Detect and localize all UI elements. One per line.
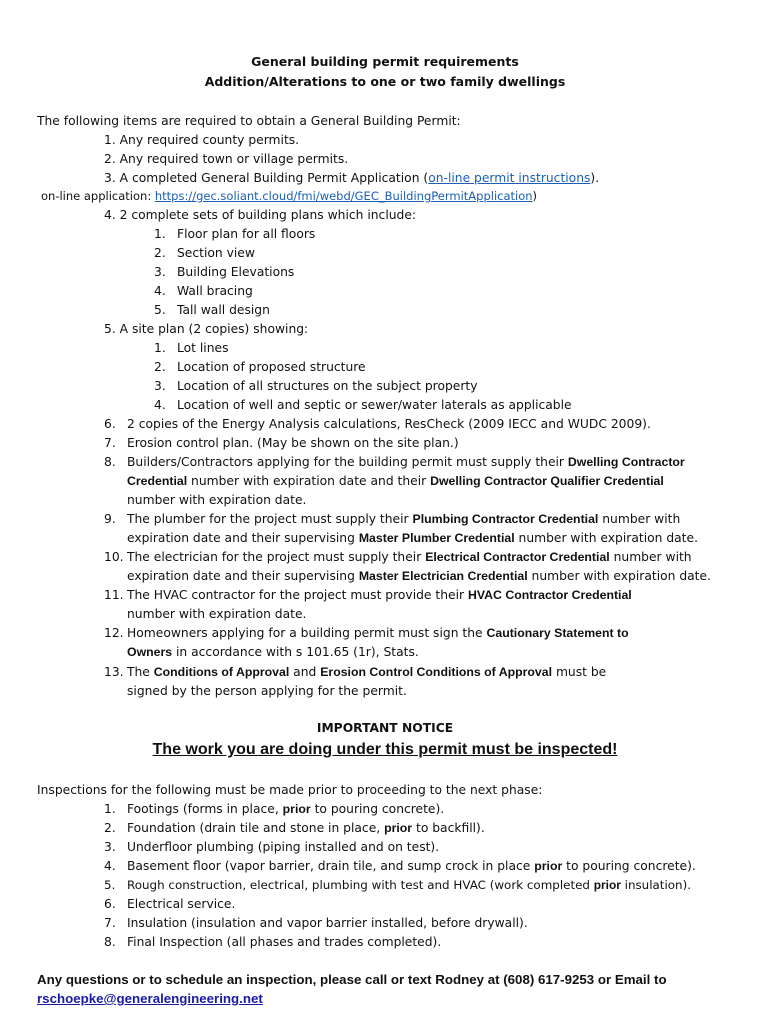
list-item: 7. Erosion control plan. (May be shown on the site plan.) [104, 436, 459, 450]
sub-list-item: 4. Wall bracing [154, 284, 253, 298]
sub-list-item: 4. Location of well and septic or sewer/water laterals as applicable [154, 398, 572, 412]
inspection-item: 3. Underfloor plumbing (piping installed and on test). [104, 840, 440, 854]
list-item: 3. A completed General Building Permit Application (on-line permit instructions). [104, 171, 600, 185]
inspection-item: 2. Foundation (drain tile and stone in place, prior to backfill). [104, 821, 485, 835]
sub-list-item: 3. Location of all structures on the subject property [154, 379, 478, 393]
list-item: 8. Builders/Contractors applying for the building permit must supply their Dwelling Contractor [104, 455, 685, 469]
list-item: 1. Any required county permits. [104, 133, 300, 147]
document-title: General building permit requirements [251, 54, 519, 69]
online-application-line: on-line application: https://gec.soliant.cloud/fmi/webd/GEC_BuildingPermitApplication) [41, 189, 538, 203]
important-notice-label: IMPORTANT NOTICE [316, 721, 454, 735]
list-item: 5. A site plan (2 copies) showing: [104, 322, 309, 336]
list-item: 12. Homeowners applying for a building permit must sign the Cautionary Statement to [104, 626, 629, 640]
contact-email-line [37, 991, 263, 1007]
sub-list-item: 3. Building Elevations [154, 265, 295, 279]
list-item-continued: number with expiration date. [127, 607, 307, 621]
list-item: 6. 2 copies of the Energy Analysis calculations, ResCheck (2009 IECC and WUDC 2009). [104, 417, 651, 431]
list-item: 9. The plumber for the project must supply their Plumbing Contractor Credential number with [104, 512, 681, 526]
list-item-continued: Credential number with expiration date and their Dwelling Contractor Qualifier Credential [127, 474, 664, 488]
list-item-continued: expiration date and their supervising Master Plumber Credential number with expiration date. [127, 531, 698, 545]
list-item-continued: expiration date and their supervising Master Electrician Credential number with expiration date. [127, 569, 711, 583]
online-permit-instructions-link[interactable]: on-line permit instructions [428, 171, 591, 185]
inspection-item: 5. Rough construction, electrical, plumbing with test and HVAC (work completed prior insulation). [104, 878, 691, 892]
intro-text: The following items are required to obtain a General Building Permit: [37, 114, 461, 128]
inspection-item: 1. Footings (forms in place, prior to pouring concrete). [104, 802, 445, 816]
list-item-continued: number with expiration date. [127, 493, 307, 507]
list-item: 11. The HVAC contractor for the project must provide their HVAC Contractor Credential [104, 588, 632, 602]
inspection-item: 6. Electrical service. [104, 897, 236, 911]
sub-list-item: 2. Section view [154, 246, 255, 260]
inspection-item: 4. Basement floor (vapor barrier, drain tile, and sump crock in place prior to pouring concrete). [104, 859, 696, 873]
sub-list-item: 2. Location of proposed structure [154, 360, 366, 374]
important-notice-headline: The work you are doing under this permit must be inspected! [152, 741, 618, 758]
sub-list-item: 1. Lot lines [154, 341, 229, 355]
sub-list-item: 5. Tall wall design [154, 303, 270, 317]
sub-list-item: 1. Floor plan for all floors [154, 227, 316, 241]
list-item: 13. The Conditions of Approval and Erosion Control Conditions of Approval must be [104, 665, 607, 679]
list-item-continued: Owners in accordance with s 101.65 (1r), Stats. [127, 645, 419, 659]
contact-text: Any questions or to schedule an inspection, please call or text Rodney at (608) 617-9253 or Email to [37, 972, 667, 987]
list-item: 4. 2 complete sets of building plans which include: [104, 208, 417, 222]
inspection-item: 7. Insulation (insulation and vapor barrier installed, before drywall). [104, 916, 528, 930]
inspections-intro: Inspections for the following must be made prior to proceeding to the next phase: [37, 783, 543, 797]
document-subtitle: Addition/Alterations to one or two family dwellings [204, 74, 566, 89]
list-item-continued: signed by the person applying for the permit. [127, 684, 407, 698]
online-application-link[interactable]: https://gec.soliant.cloud/fmi/webd/GEC_BuildingPermitApplication [154, 189, 533, 203]
list-item: 10. The electrician for the project must supply their Electrical Contractor Credential number with [104, 550, 692, 564]
contact-email-link[interactable]: rschoepke@generalengineering.net [37, 991, 263, 1006]
inspection-item: 8. Final Inspection (all phases and trades completed). [104, 935, 442, 949]
list-item: 2. Any required town or village permits. [104, 152, 349, 166]
